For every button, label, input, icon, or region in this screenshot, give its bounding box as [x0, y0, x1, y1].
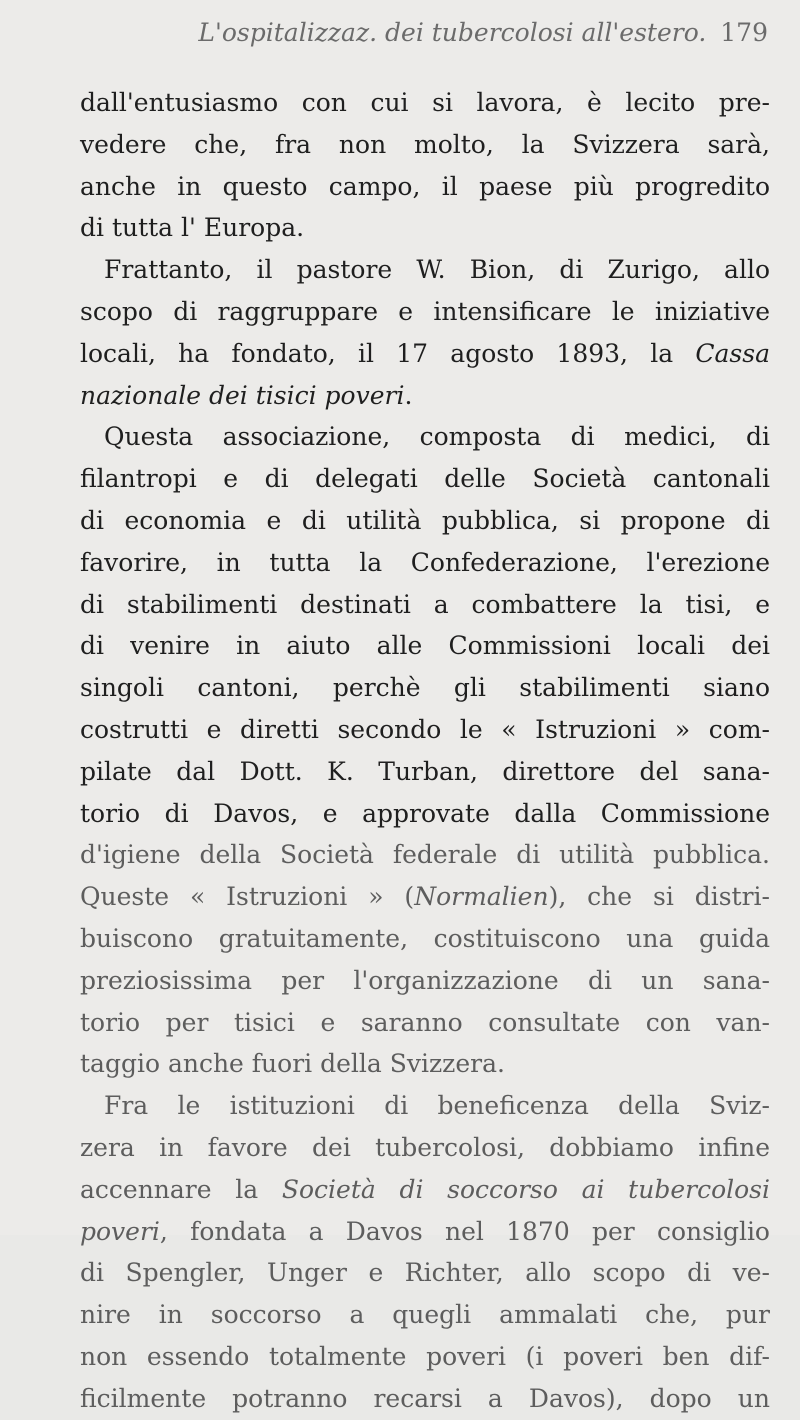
- text-line: [80, 793, 770, 835]
- line-text: ), che si distri-: [548, 882, 770, 912]
- text-line: [80, 375, 770, 417]
- text-line: [80, 1169, 770, 1211]
- line-text: singoli cantoni, perchè gli stabilimenti siano: [80, 673, 770, 703]
- line-text: Fra le istituzioni di beneficenza della Sviz-: [104, 1091, 770, 1121]
- line-text: di Spengler, Unger e Richter, allo scopo di ve-: [80, 1258, 770, 1288]
- running-head: [80, 16, 770, 50]
- text-line: [80, 1378, 770, 1420]
- line-text: ficilmente potranno recarsi a Davos), dopo un: [80, 1383, 770, 1413]
- running-head-title: L'ospitalizzaz. dei tubercolosi all'estero.: [198, 18, 707, 47]
- text-line: [80, 625, 770, 667]
- text-line: [80, 207, 770, 249]
- line-text: zera in favore dei tubercolosi, dobbiamo infine: [80, 1132, 770, 1162]
- line-text: accennare la: [80, 1174, 282, 1204]
- line-text: favorire, in tutta la Confederazione, l'erezione: [80, 547, 770, 577]
- text-line: [80, 333, 770, 375]
- line-text: , fondata a Davos nel 1870 per consiglio: [159, 1216, 770, 1246]
- text-line: [80, 834, 770, 876]
- text-line: [80, 249, 770, 291]
- text-line: [80, 82, 770, 124]
- text-line: [80, 124, 770, 166]
- text-line: [80, 1336, 770, 1378]
- text-line: [80, 751, 770, 793]
- text-line: [80, 584, 770, 626]
- text-line: [80, 500, 770, 542]
- text-line: [80, 1043, 770, 1085]
- italic-text: Società di soccorso ai tubercolosi: [281, 1174, 770, 1204]
- text-line: [80, 1002, 770, 1044]
- text-line: [80, 1127, 770, 1169]
- italic-text: nazionale dei tisici poveri: [80, 380, 405, 410]
- line-text: di stabilimenti destinati a combattere la tisi, e: [80, 589, 770, 619]
- text-line: [80, 542, 770, 584]
- line-text: vedere che, fra non molto, la Svizzera sarà,: [80, 129, 770, 159]
- text-line: [80, 291, 770, 333]
- line-text: anche in questo campo, il paese più progredito: [80, 171, 770, 201]
- body-text: [80, 82, 770, 1420]
- text-line: [80, 1294, 770, 1336]
- italic-text: Normalien: [414, 882, 549, 912]
- line-text: buiscono gratuitamente, costituiscono una guida: [80, 923, 770, 953]
- line-text: nire in soccorso a quegli ammalati che, pur: [80, 1300, 770, 1330]
- line-text: di venire in aiuto alle Commissioni locali dei: [80, 631, 770, 661]
- line-text: costrutti e diretti secondo le « Istruzioni » com-: [80, 714, 770, 744]
- text-line: [80, 667, 770, 709]
- text-line: [80, 1085, 770, 1127]
- line-text: d'igiene della Società federale di utilità pubblica.: [80, 840, 770, 870]
- line-text: dall'entusiasmo con cui si lavora, è lecito pre-: [80, 88, 770, 117]
- italic-text: Cassa: [695, 338, 770, 368]
- line-text: preziosissima per l'organizzazione di un sana-: [80, 965, 770, 995]
- text-line: [80, 166, 770, 208]
- line-text: taggio anche fuori della Svizzera.: [80, 1049, 505, 1079]
- line-text: non essendo totalmente poveri (i poveri ben dif-: [80, 1341, 770, 1371]
- page-number: 179: [720, 18, 768, 47]
- text-line: [80, 876, 770, 918]
- line-text: Questa associazione, composta di medici, di: [104, 422, 770, 452]
- line-text: Frattanto, il pastore W. Bion, di Zurigo, allo: [104, 255, 770, 285]
- text-line: [80, 918, 770, 960]
- line-text: di economia e di utilità pubblica, si propone di: [80, 505, 770, 535]
- text-line: [80, 709, 770, 751]
- line-text: .: [404, 380, 413, 410]
- italic-text: poveri: [80, 1216, 160, 1246]
- text-line: [80, 960, 770, 1002]
- line-text: locali, ha fondato, il 17 agosto 1893, la: [80, 338, 696, 368]
- text-line: [80, 458, 770, 500]
- text-line: [80, 416, 770, 458]
- text-line: [80, 1211, 770, 1253]
- line-text: filantropi e di delegati delle Società cantonali: [80, 464, 770, 494]
- line-text: torio di Davos, e approvate dalla Commissione: [80, 798, 770, 828]
- line-text: torio per tisici e saranno consultate con van-: [80, 1007, 770, 1037]
- line-text: Queste « Istruzioni » (: [80, 882, 415, 912]
- line-text: pilate dal Dott. K. Turban, direttore del sana-: [80, 756, 770, 786]
- line-text: di tutta l' Europa.: [80, 213, 305, 243]
- text-line: [80, 1252, 770, 1294]
- line-text: scopo di raggruppare e intensificare le iniziative: [80, 296, 770, 326]
